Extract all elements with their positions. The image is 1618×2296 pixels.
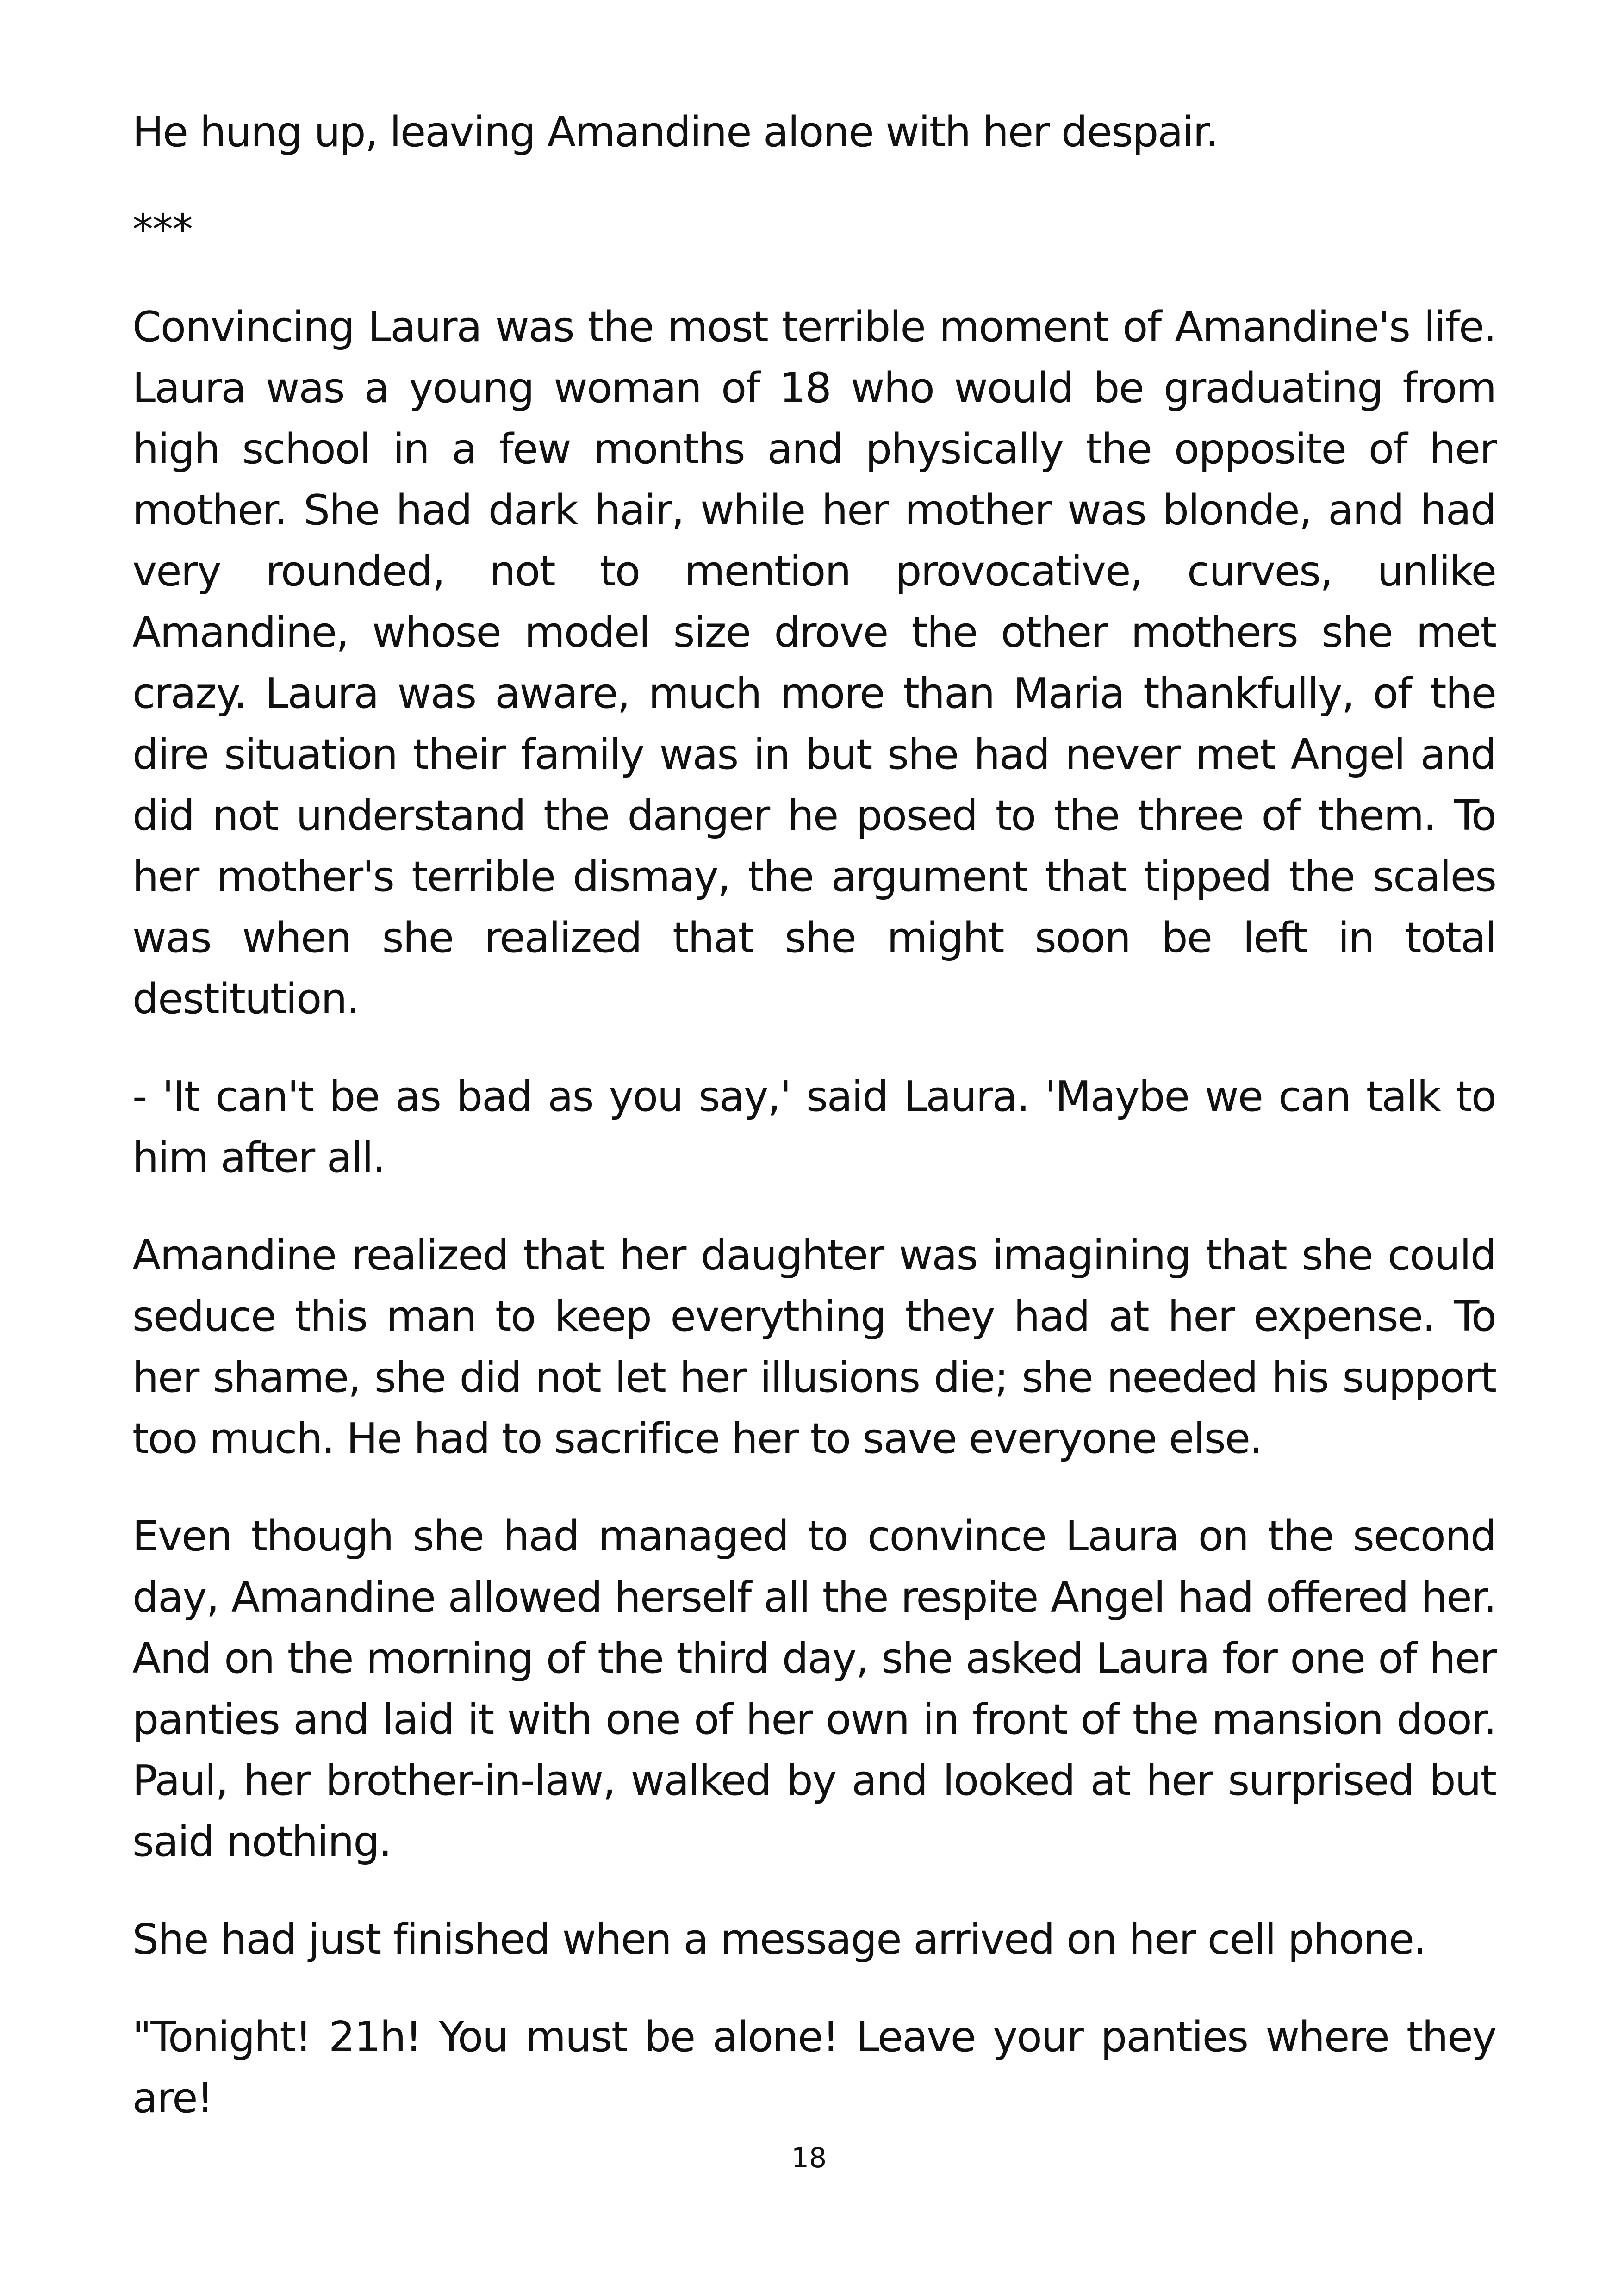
paragraph-3: - 'It can't be as bad as you say,' said Laura. 'Maybe we can talk to him after all. bbox=[132, 1072, 1496, 1182]
page-number: 18 bbox=[791, 2142, 827, 2174]
paragraph-5: Even though she had managed to convince Laura on the second day, Amandine allowed herself all the respite Angel had offered her. And on the morning of the third day, she asked Laura for one of her panties and laid it with one of her own in front of the mansion door. Paul, her brother-in-law, walked by and looked at her surprised but said nothing. bbox=[132, 1512, 1496, 1866]
paragraph-7: "Tonight! 21h! You must be alone! Leave your panties where they are! bbox=[132, 2013, 1496, 2122]
paragraph-1: He hung up, leaving Amandine alone with her despair. bbox=[132, 108, 1218, 156]
body-text bbox=[132, 102, 1496, 2165]
paragraph-6: She had just finished when a message arrived on her cell phone. bbox=[132, 1915, 1426, 1964]
paragraph-2: Convincing Laura was the most terrible moment of Amandine's life. Laura was a young woman of 18 who would be graduating from high school in a few months and physically the opposite of her mother. She had dark hair, while her mother was blonde, and had very rounded, not to mention provocative, curves, unlike Amandine, whose model size drove the other mothers she met crazy. Laura was aware, much more than Maria thankfully, of the dire situation their family was in but she had never met Angel and did not understand the danger he posed to the three of them. To her mother's terrible dismay, the argument that tipped the scales was when she realized that she might soon be left in total destitution. bbox=[132, 303, 1496, 1023]
paragraph-4: Amandine realized that her daughter was imagining that she could seduce this man to keep everything they had at her expense. To her shame, she did not let her illusions die; she needed his support too much. He had to sacrifice her to save everyone else. bbox=[132, 1231, 1496, 1463]
scene-separator: *** bbox=[132, 205, 192, 254]
